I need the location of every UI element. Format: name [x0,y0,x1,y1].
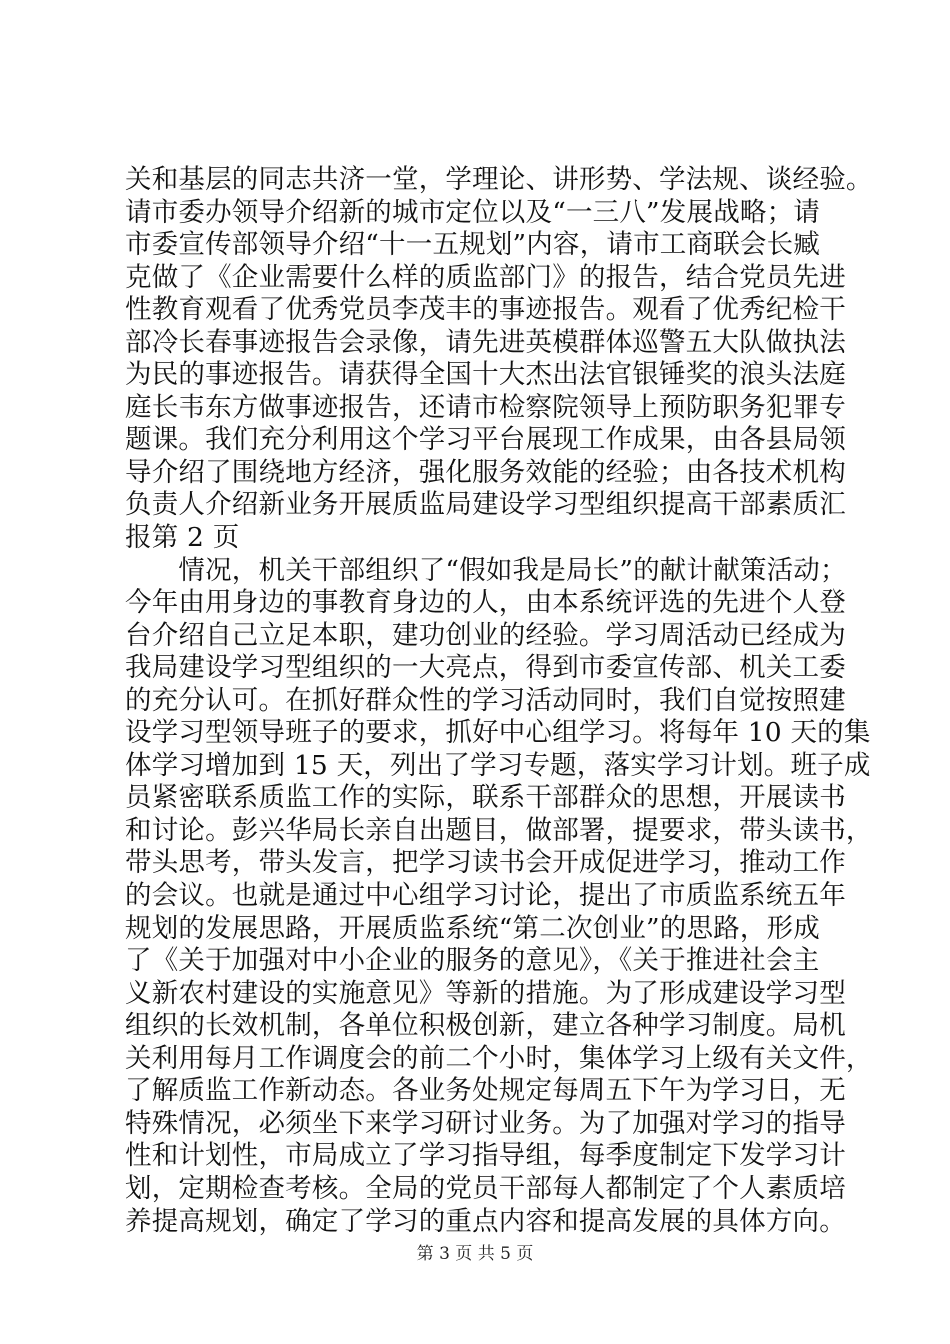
text-line: 负责人介绍新业务开展质监局建设学习型组织提高干部素质汇 [125,489,846,521]
text-line: 体学习增加到 15 天，列出了学习专题，落实学习计划。班子成 [125,749,871,781]
text-line: 和讨论。彭兴华局长亲自出题目，做部署，提要求，带头读书， [125,814,873,846]
text-line: 庭长韦东方做事迹报告，还请市检察院领导上预防职务犯罪专 [125,391,846,423]
text-line: 了《关于加强对中小企业的服务的意见》，《关于推进社会主 [125,945,820,977]
text-line: 关利用每月工作调度会的前二个小时，集体学习上级有关文件， [125,1042,873,1074]
text-line: 情况，机关干部组织了“假如我是局长”的献计献策活动； [125,554,847,586]
text-line: 性教育观看了优秀党员李茂丰的事迹报告。观看了优秀纪检干 [125,294,846,326]
text-line: 的充分认可。在抓好群众性的学习活动同时，我们自觉按照建 [125,684,846,716]
text-line: 关和基层的同志共济一堂，学理论、讲形势、学法规、谈经验。 [125,164,873,195]
text-line: 报第 2 页 [125,522,240,554]
text-line: 导介绍了围绕地方经济，强化服务效能的经验；由各技术机构 [125,456,846,488]
text-line: 了解质监工作新动态。各业务处规定每周五下午为学习日，无 [125,1075,846,1107]
text-line: 我局建设学习型组织的一大亮点，得到市委宣传部、机关工委 [125,652,846,684]
text-line: 性和计划性，市局成立了学习指导组，每季度制定下发学习计 [125,1140,846,1172]
text-line: 养提高规划，确定了学习的重点内容和提高发展的具体方向。 [125,1205,846,1237]
text-line: 组织的长效机制，各单位积极创新，建立各种学习制度。局机 [125,1010,846,1042]
text-line: 义新农村建设的实施意见》等新的措施。为了形成建设学习型 [125,977,846,1009]
text-line: 台介绍自己立足本职，建功创业的经验。学习周活动已经成为 [125,619,846,651]
text-line: 的会议。也就是通过中心组学习讨论，提出了市质监系统五年 [125,880,846,912]
text-line: 特殊情况，必须坐下来学习研讨业务。为了加强对学习的指导 [125,1107,846,1139]
text-line: 克做了《企业需要什么样的质监部门》的报告，结合党员先进 [125,261,846,293]
text-line: 员紧密联系质监工作的实际，联系干部群众的思想，开展读书 [125,782,846,814]
text-line: 请市委办领导介绍新的城市定位以及“一三八”发展战略；请 [125,196,820,228]
text-line: 设学习型领导班子的要求，抓好中心组学习。将每年 10 天的集 [125,717,871,749]
text-line: 部冷长春事迹报告会录像，请先进英模群体巡警五大队做执法 [125,326,846,358]
text-line: 题课。我们充分利用这个学习平台展现工作成果，由各县局领 [125,424,846,456]
text-line: 规划的发展思路，开展质监系统“第二次创业”的思路，形成 [125,912,820,944]
text-line: 今年由用身边的事教育身边的人，由本系统评选的先进个人登 [125,587,846,619]
text-line: 市委宣传部领导介绍“十一五规划”内容，请市工商联会长臧 [125,229,820,261]
text-line: 划，定期检查考核。全局的党员干部每人都制定了个人素质培 [125,1172,846,1204]
text-line: 为民的事迹报告。请获得全国十大杰出法官银锤奖的浪头法庭 [125,359,846,391]
text-line: 带头思考，带头发言，把学习读书会开成促进学习，推动工作 [125,847,846,879]
body-text [125,164,873,1238]
page-footer: 第 3 页 共 5 页 [416,1244,534,1264]
